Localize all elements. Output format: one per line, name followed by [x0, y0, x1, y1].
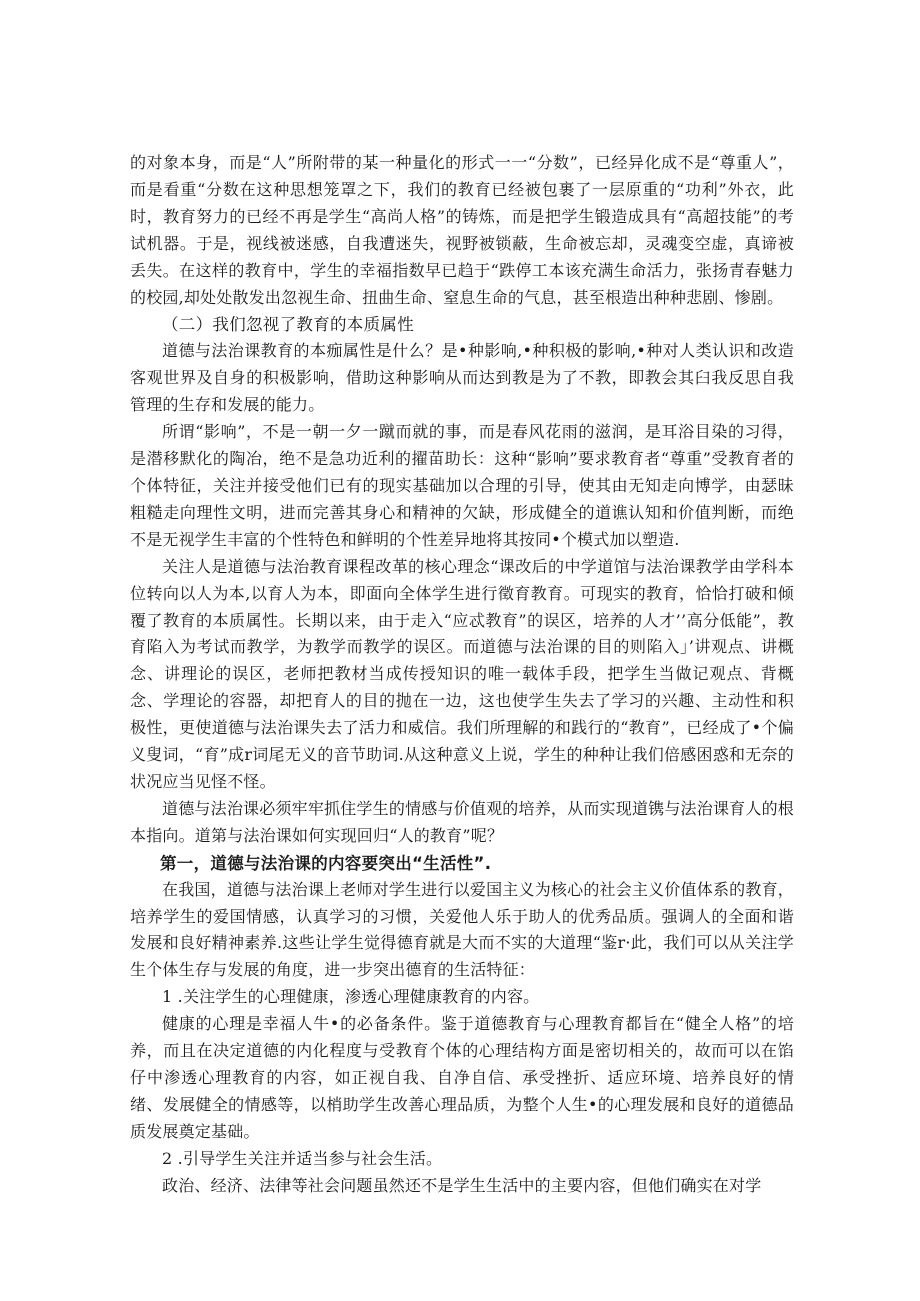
subheading-first: 第一，道德与法治课的内容要突出“生活性”.: [160, 853, 492, 873]
paragraph-7: 健康的心理是幸福人牛•的必备条件。鉴于道德教育与心理教育都旨在“健全人格”的培养，而且在决定道德的内化程度与受教育个体的心理结构方面是密切相关的，故而可以在馅仔中渗透心理教育的内容，如正视自我、自净自信、承受挫折、适应环境、培养良好的情绪、发展健全的情感等，以梢助学生改善心理品质，为整个人生•的心理发展和良好的道德品质发展奠定基础。: [130, 1014, 794, 1141]
list-item-2: 2 .引导学生关注并适当参与社会生活。: [162, 1148, 443, 1168]
document-page: [130, 150, 794, 1200]
paragraph-4: 关注人是道德与法治教育课程改革的核心理念“课改后的中学道馆与法治课教学由学科本位转向以人为本,以育人为本，即面向全体学生进行徵育教育。可现实的教育，恰恰打破和倾覆了教育的本质属性。长期以来，由于走入“应忒教育”的误区，培养的人才’’高分低能”，教育陷入为考试而教学，为教学而教学的误区。而道德与法治课的目的则陷入」’讲观点、讲概念、讲理论的误区，老师把教材当成传授知识的唯一载体手段，把学生当做记观点、背概念、学理论的容器，却把育人的目的抛在一边，这也使学生失去了学习的兴趣、主动性和积极性，更使道德与法治课失去了活力和威信。我们所理解的和践行的“教育”，已经成了•个偏义叟词，“育”成r词尾无义的音节助词.从这种意义上说，学生的种种让我们倍感困惑和无奈的状况应当见怪不怪。: [130, 556, 794, 791]
paragraph-5: 道德与法治课必须牢牢抓住学生的情感与价值观的培养，从而实现道镌与法治课育人的根本指向。道第与法治课如何实现回归“人的教育”呢？: [130, 798, 794, 845]
paragraph-3: 所谓“影响”，不是一朝一夕一蹴而就的事，而是春风花雨的滋润，是耳浴目染的习得，是潜移默化的陶冶，绝不是急功近利的擢苗助长：这种“影响”要求教育者“尊重”受教育者的个体特征，关注并接受他们已有的现实基础加以合理的引导，使其由无知走向博学，由瑟昧粗糙走向理性文明，进而完善其身心和精神的欠缺，形成健全的道谯认知和价值判断，而绝不是无视学生丰富的个性特色和鲜明的个性差异地将其按同•个模式加以塑造.: [130, 422, 794, 549]
paragraph-1: 的对象本身，而是“人”所附带的某一种量化的形式一一“分数”，已经异化成不是“尊重人”，而是看重“分数在这种思想笼罩之下，我们的教育已经被包裹了一层原重的“功利”外衣，此时，教育努力的已经不再是学生“高尚人格”的铸炼，而是把学生锻造成具有“高超技能”的考试机器。于是，视线被迷感，自我遭迷失，视野被锁蔽，生命被忘却，灵魂变空虚，真谛被丢失。在这样的教育中，学生的幸福指数早已趋于“跌停工本该充满生命活力，张扬青春魅力的校园,却处处散发出忽视生命、扭曲生命、窒息生命的气息，甚至根造出种种悲剧、惨剧。: [130, 153, 794, 307]
paragraph-2: 道德与法治课教育的本痂属性是什么？是•种影响,•种积极的影响,•种对人类认识和改造客观世界及自身的积极影响，借助这种影响从而达到教是为了不教，即教会其臼我反思自我管理的生存和发展的能力。: [130, 341, 794, 415]
paragraph-8: 政治、经济、法律等社会问题虽然还不是学生生活中的主要内容，但他们确实在对学: [162, 1175, 762, 1195]
list-item-1: 1 .关注学生的心理健康，渗透心理健康教育的内容。: [162, 987, 540, 1007]
section-heading-2: （二）我们忽视了教育的本质属性: [162, 315, 414, 335]
paragraph-6: 在我国，道德与法治课上老师对学生进行以爱国主义为核心的社会主义价值体系的教育，培养学生的爱国情感，认真学习的习惯，关爱他人乐于助人的优秀品质。强调人的全面和谐发展和良好精神素养.这些让学生觉得德育就是大而不实的大道理“鉴r·此，我们可以从关注学生个体生存与发展的角度，进一步突出德育的生活特征：: [130, 879, 794, 980]
